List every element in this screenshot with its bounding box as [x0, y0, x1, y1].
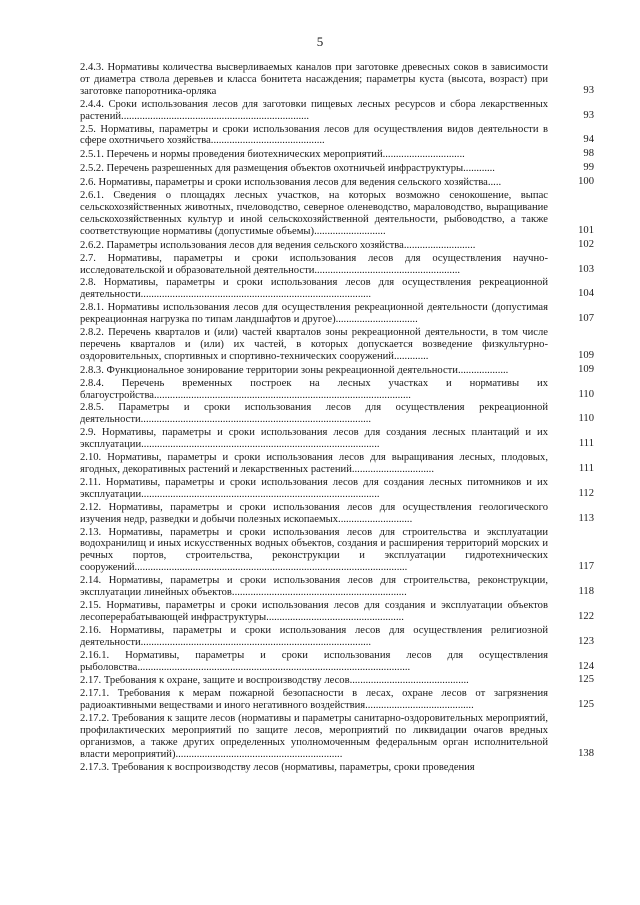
toc-entry	[80, 277, 620, 301]
toc-entry	[80, 364, 620, 377]
toc-entry	[80, 124, 620, 148]
toc-entry-title: 2.15. Нормативы, параметры и сроки использования лесов для создания и эксплуатации объектов лесоперерабатывающей инфраструктуры....................................................	[80, 599, 548, 623]
toc-entry-page-number: 98	[583, 148, 594, 160]
toc-entry	[80, 713, 620, 761]
toc-entry	[80, 239, 620, 252]
toc-entry-page-number: 138	[578, 747, 594, 759]
toc-entry-page-number: 110	[578, 413, 594, 425]
toc-entry-title: 2.5.2. Перечень разрешенных для размещения объектов охотничьей инфраструктуры............	[80, 163, 495, 175]
toc-entry-title: 2.7. Нормативы, параметры и сроки использования лесов для осуществления научно-исследовательской и образовательной деятельности.......................................................	[80, 252, 548, 276]
toc-entry-title: 2.4.4. Сроки использования лесов для заготовки пищевых лесных ресурсов и сбора лекарственных растений.......................................................................	[80, 98, 548, 122]
toc-entry-title: 2.8.5. Параметры и сроки использования лесов для осуществления рекреационной деятельности.......................................................................................	[80, 402, 548, 426]
toc-entry-title: 2.8.3. Функциональное зонирование территории зоны рекреационной деятельности...................	[80, 364, 509, 376]
toc-entry-title: 2.11. Нормативы, параметры и сроки использования лесов для создания лесных питомников и их эксплуатации..........................................................................................	[80, 476, 548, 500]
toc-entry	[80, 148, 620, 161]
toc-entry-title: 2.14. Нормативы, параметры и сроки использования лесов для строительства, реконструкции, эксплуатации линейных объектов..................................................................	[80, 575, 548, 599]
toc-entry	[80, 327, 620, 363]
toc-entry-page-number: 118	[578, 586, 594, 598]
toc-entry-page-number: 123	[578, 635, 594, 647]
toc-entry-title: 2.13. Нормативы, параметры и сроки использования лесов для строительства и эксплуатации водохранилищ и иных искусственных водных объектов, создания и расширения территорий морских и речных портов, строительства, реконструкции и эксплуатации гидротехнических сооружений.......................................................................................................	[80, 526, 548, 574]
toc-entry	[80, 575, 620, 599]
toc-entry-page-number: 102	[578, 238, 594, 250]
toc-entry-title: 2.17.2. Требования к защите лесов (нормативы и параметры санитарно-оздоровительных мероприятий, профилактических мероприятий по защите лесов, мероприятий по ликвидации очагов вредных организмов, а также других определенных уполномоченным федеральным орган исполнительной власти мероприятий)...............................................................	[80, 713, 548, 760]
toc-entry-page-number	[548, 773, 594, 774]
toc-entry-title: 2.17.3. Требования к воспроизводству лесов (нормативы, параметры, сроки проведения	[80, 761, 475, 773]
toc-entry	[80, 162, 620, 175]
toc-entry-page-number: 99	[583, 162, 594, 174]
toc-entry-title: 2.16.1. Нормативы, параметры и сроки использования лесов для осуществления рыболовства.......................................................................................................	[80, 649, 548, 673]
toc-entry-title: 2.8. Нормативы, параметры и сроки использования лесов для осуществления рекреационной деятельности.......................................................................................	[80, 277, 548, 301]
toc-entry-title: 2.8.2. Перечень кварталов и (или) частей кварталов зоны рекреационной деятельности, в том числе перечень кварталов и (или) их частей, в которых допускается возведение физкультурно-оздоровительных, спортивных и спортивно-технических сооружений.............	[80, 327, 548, 362]
toc-entry	[80, 688, 620, 712]
toc-entry	[80, 502, 620, 526]
toc-entry	[80, 253, 620, 277]
toc-entry	[80, 625, 620, 649]
toc-entry	[80, 600, 620, 624]
toc-entry-page-number: 107	[578, 313, 594, 325]
toc-entry-page-number: 111	[578, 438, 594, 450]
toc-entry	[80, 762, 620, 774]
toc-entry	[80, 674, 620, 687]
toc-entry-title: 2.4.3. Нормативы количества высверливаемых каналов при заготовке древесных соков в зависимости от диаметра ствола деревьев и класса бонитета насаждения; параметры куста (высота, возраст) при заготовке папоротника-орляка	[80, 62, 548, 97]
toc-entry	[80, 190, 620, 238]
toc-entry-title: 2.5. Нормативы, параметры и сроки использования лесов для осуществления видов деятельности в сфере охотничьего хозяйства...........................................	[80, 123, 548, 147]
page-number: 5	[316, 34, 324, 49]
toc-entry-title: 2.6.1. Сведения о площадях лесных участков, на которых возможно сенокошение, выпас сельскохозяйственных животных, пчеловодство, северное оленеводство, мараловодство, выращивание сельскохозяйственных культур и иной сельскохозяйственной деятельности, рыбоводство, а также соответствующие нормативы (допустимые объемы)...........................	[80, 190, 548, 237]
toc-entry	[80, 302, 620, 326]
toc-entry	[80, 176, 620, 189]
toc-entry-page-number: 109	[578, 363, 594, 375]
toc-entry-page-number: 125	[578, 699, 594, 711]
toc-entry-page-number: 93	[583, 109, 594, 121]
toc-entry-title: 2.6. Нормативы, параметры и сроки использования лесов для ведения сельского хозяйства.....	[80, 177, 502, 189]
toc-entry-page-number: 125	[578, 674, 594, 686]
toc-entry-page-number: 94	[583, 134, 594, 146]
toc-entry-page-number: 122	[578, 610, 594, 622]
toc-entry-page-number: 93	[583, 84, 594, 96]
toc-entry	[80, 99, 620, 123]
toc-entry-title: 2.17. Требования к охране, защите и воспроизводству лесов.............................................	[80, 675, 469, 687]
toc-entry-title: 2.17.1. Требования к мерам пожарной безопасности в лесах, охране лесов от загрязнения радиоактивными веществами и иного негативного воздействия.........................................	[80, 688, 548, 712]
toc-entry-page-number: 100	[578, 176, 594, 188]
toc-entry-title: 2.9. Нормативы, параметры и сроки использования лесов для создания лесных плантаций и их эксплуатации..........................................................................................	[80, 427, 548, 451]
toc-entry-page-number: 109	[578, 349, 594, 361]
toc-entry-page-number: 103	[578, 263, 594, 275]
toc-entry	[80, 427, 620, 451]
toc-entry	[80, 527, 620, 575]
toc-entry-page-number: 110	[578, 388, 594, 400]
toc-entry-page-number: 112	[578, 487, 594, 499]
toc-entry-title: 2.12. Нормативы, параметры и сроки использования лесов для осуществления геологического изучения недр, разведки и добычи полезных ископаемых............................	[80, 501, 548, 525]
toc-entry-title: 2.16. Нормативы, параметры и сроки использования лесов для осуществления религиозной деятельности.......................................................................................	[80, 624, 548, 648]
toc-entry-page-number: 117	[578, 561, 594, 573]
toc-entry	[80, 477, 620, 501]
toc-entry	[80, 378, 620, 402]
toc-entry	[80, 452, 620, 476]
table-of-contents	[80, 62, 620, 775]
toc-entry-title: 2.8.4. Перечень временных построек на лесных участках и нормативы их благоустройства.................................................................................................	[80, 377, 548, 401]
toc-entry-page-number: 113	[578, 512, 594, 524]
toc-entry-title: 2.5.1. Перечень и нормы проведения биотехнических мероприятий...............................	[80, 149, 465, 161]
toc-entry	[80, 650, 620, 674]
toc-entry	[80, 402, 620, 426]
toc-entry-page-number: 111	[578, 463, 594, 474]
toc-entry-page-number: 101	[578, 224, 594, 236]
toc-entry-page-number: 104	[578, 288, 594, 300]
toc-entry-title: 2.6.2. Параметры использования лесов для ведения сельского хозяйства...........................	[80, 239, 476, 251]
toc-entry-page-number: 124	[578, 660, 594, 672]
toc-entry-title: 2.8.1. Нормативы использования лесов для осуществления рекреационной деятельности (допустимая рекреационная нагрузка по типам ландшафтов и другое)...............................	[80, 302, 548, 326]
toc-entry	[80, 62, 620, 98]
toc-entry-title: 2.10. Нормативы, параметры и сроки использования лесов для выращивания лесных, плодовых, ягодных, декоративных растений и лекарственных растений...............................	[80, 452, 548, 475]
